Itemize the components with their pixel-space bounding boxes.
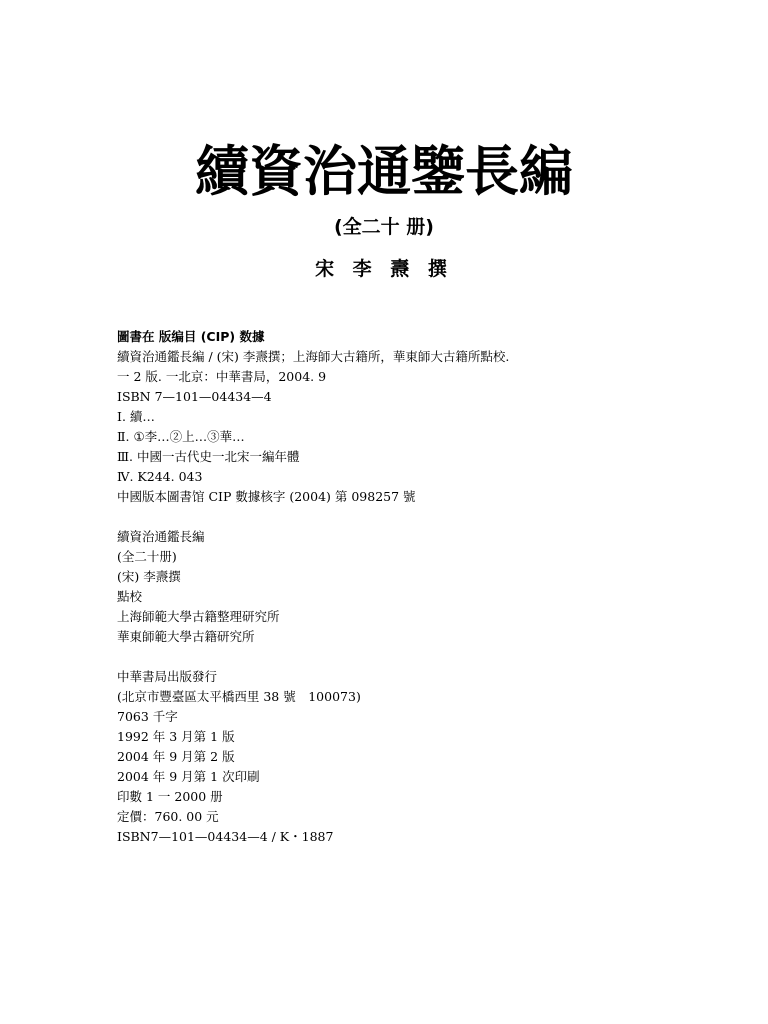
publication-line: (北京市豐臺區太平橋西里 38 號 100073) bbox=[117, 689, 361, 704]
publication-line: 2004 年 9 月第 1 次印刷 bbox=[117, 769, 260, 784]
publication-info-block bbox=[117, 667, 737, 847]
book-info-line: (全二十册) bbox=[117, 549, 177, 564]
volume-count: (全二十 册) bbox=[334, 216, 434, 238]
publication-line: 中華書局出版發行 bbox=[117, 669, 218, 684]
book-info-line: 華東師範大學古籍研究所 bbox=[117, 629, 255, 644]
book-info-line: (宋) 李燾撰 bbox=[117, 569, 181, 584]
cip-line: Ⅱ. ①李…②上…③華… bbox=[117, 429, 245, 444]
author-line: 宋 李 燾 撰 bbox=[315, 258, 453, 280]
publication-line: 1992 年 3 月第 1 版 bbox=[117, 729, 235, 744]
cip-data-block bbox=[117, 327, 737, 507]
book-title: 續資治通鑒長編 bbox=[195, 140, 573, 203]
book-info-line: 上海師範大學古籍整理研究所 bbox=[117, 609, 280, 624]
publication-line: ISBN7—101—04434—4 / K・1887 bbox=[117, 829, 334, 844]
cip-line: 續資治通鑑長編 / (宋) 李燾撰；上海師大古籍所，華東師大古籍所點校. bbox=[117, 349, 510, 364]
cip-line: 一 2 版. 一北京：中華書局，2004. 9 bbox=[117, 369, 327, 384]
publication-line: 2004 年 9 月第 2 版 bbox=[117, 749, 235, 764]
book-info-line: 續資治通鑑長編 bbox=[117, 529, 205, 544]
cip-line: Ⅲ. 中國一古代史一北宋一編年體 bbox=[117, 449, 300, 464]
cip-line: 中國版本圖書馆 CIP 數據核字 (2004) 第 098257 號 bbox=[117, 489, 416, 504]
publication-line: 定價：760. 00 元 bbox=[117, 809, 219, 824]
book-info-block bbox=[117, 527, 737, 647]
cip-heading: 圖書在 版编目 (CIP) 数據 bbox=[117, 329, 265, 344]
book-info-line: 點校 bbox=[117, 589, 143, 604]
cip-line: Ⅰ. 續… bbox=[117, 409, 155, 424]
cip-line: Ⅳ. K244. 043 bbox=[117, 469, 203, 484]
publication-line: 印數 1 一 2000 册 bbox=[117, 789, 223, 804]
cip-line: ISBN 7—101—04434—4 bbox=[117, 389, 272, 404]
publication-line: 7063 千字 bbox=[117, 709, 178, 724]
